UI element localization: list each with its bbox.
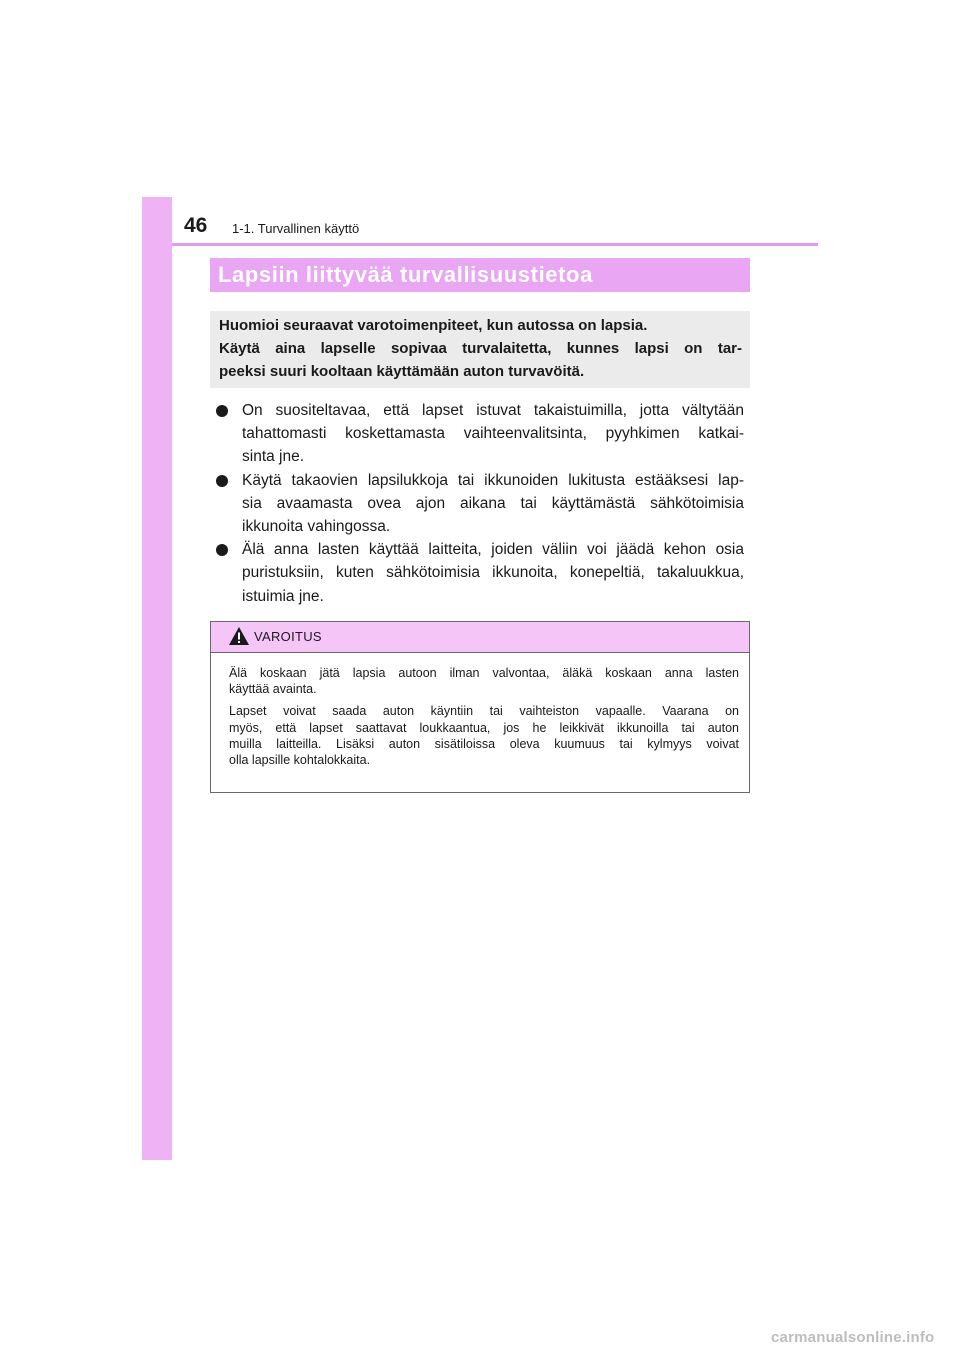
header-rule xyxy=(172,243,818,246)
bullet-icon xyxy=(216,475,228,487)
bullet-line: Käytä takaovien lapsilukkoja tai ikkunoiden lukitusta estääksesi lap- xyxy=(242,471,744,489)
list-item xyxy=(216,399,744,469)
warning-line: Lapset voivat saada auton käyntiin tai vaihteiston vapaalle. Vaarana on xyxy=(229,704,739,719)
intro-line: peeksi suuri kooltaan käyttämään auton turvavöitä. xyxy=(219,363,585,380)
side-tab-bar xyxy=(142,197,172,1160)
page-number: 46 xyxy=(184,214,208,237)
list-item xyxy=(216,538,744,608)
list-item xyxy=(216,469,744,539)
warning-box xyxy=(210,621,750,793)
bullet-line: puristuksiin, kuten sähkötoimisia ikkunoita, konepeltiä, takaluukkua, xyxy=(242,564,744,582)
bullet-line: ikkunoita vahingossa. xyxy=(242,517,391,535)
bullet-line: sinta jne. xyxy=(242,448,305,466)
bullet-list xyxy=(216,399,744,608)
warning-line: käyttää avainta. xyxy=(229,682,317,697)
warning-header xyxy=(211,622,749,653)
chapter-title: 1-1. Turvallinen käyttö xyxy=(232,221,360,236)
warning-label: VAROITUS xyxy=(254,629,322,644)
warning-line: olla lapsille kohtalokkaita. xyxy=(229,752,371,767)
warning-triangle-icon xyxy=(228,626,250,646)
intro-line: Huomioi seuraavat varotoimenpiteet, kun autossa on lapsia. xyxy=(219,317,648,334)
warning-body xyxy=(211,653,749,768)
watermark: carmanualsonline.info xyxy=(771,1329,935,1346)
bullet-icon xyxy=(216,544,228,556)
bullet-line: On suositeltavaa, että lapset istuvat takaistuimilla, jotta vältytään xyxy=(242,402,744,419)
intro-line: Käytä aina lapselle sopivaa turvalaitetta, kunnes lapsi on tar- xyxy=(219,340,742,357)
bullet-line: tahattomasti koskettamasta vaihteenvalitsinta, pyyhkimen katkai- xyxy=(242,425,744,443)
bullet-line: istuimia jne. xyxy=(242,587,324,605)
bullet-line: sia avaamasta ovea ajon aikana tai käyttämästä sähkötoimisia xyxy=(242,494,744,512)
warning-paragraph xyxy=(229,703,739,768)
bullet-line: Älä anna lasten käyttää laitteita, joiden väliin voi jäädä kehon osia xyxy=(242,541,744,559)
bullet-icon xyxy=(216,405,228,417)
warning-line: Älä koskaan jätä lapsia autoon ilman valvontaa, äläkä koskaan anna lasten xyxy=(229,666,739,680)
warning-paragraph xyxy=(229,665,739,697)
intro-box xyxy=(210,311,750,388)
section-title: Lapsiin liittyvää turvallisuustietoa xyxy=(210,258,750,292)
warning-line: muilla laitteilla. Lisäksi auton sisätiloissa oleva kuumuus tai kylmyys voivat xyxy=(229,736,739,751)
warning-line: myös, että lapset saattavat loukkaantua, jos he leikkivät ikkunoilla tai auton xyxy=(229,720,739,735)
